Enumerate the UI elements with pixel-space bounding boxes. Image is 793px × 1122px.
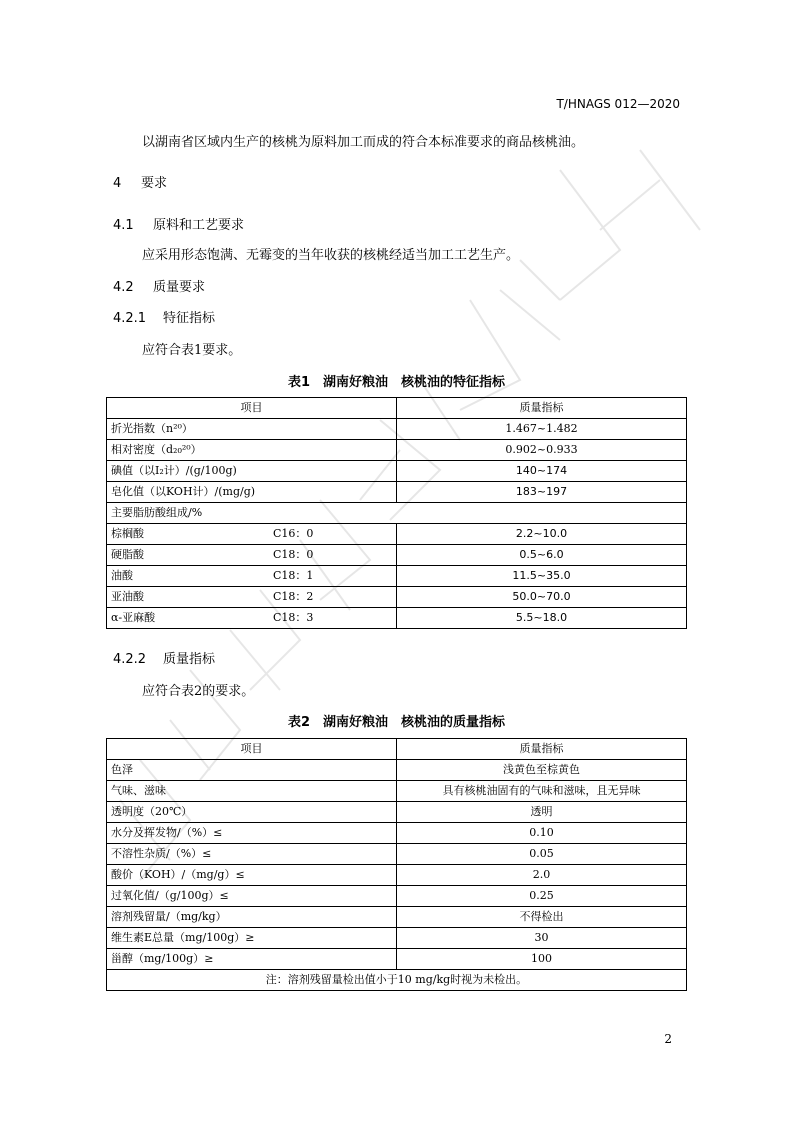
- row-item: 折光指数（n²⁰）: [107, 419, 397, 440]
- row-value: 100: [397, 949, 687, 970]
- section-number: 4.2.2: [113, 652, 147, 667]
- table-row: [107, 865, 687, 886]
- section-4-2-2-text: 应符合表2的要求。: [142, 684, 255, 699]
- fatty-acid-name: 硬脂酸: [111, 548, 144, 561]
- table-row: [107, 886, 687, 907]
- table-row: [107, 608, 687, 629]
- row-item: 色泽: [107, 760, 397, 781]
- row-item: [107, 566, 397, 587]
- section-title: 原料和工艺要求: [153, 218, 245, 233]
- table-row: [107, 760, 687, 781]
- intro-paragraph: 以湖南省区域内生产的核桃为原料加工而成的符合本标准要求的商品核桃油。: [142, 135, 585, 150]
- section-4-2-1-heading: [113, 307, 215, 326]
- table-row: [107, 566, 687, 587]
- row-item: [107, 524, 397, 545]
- table-row: [107, 802, 687, 823]
- row-item: [107, 587, 397, 608]
- table-row: [107, 440, 687, 461]
- row-item: 皂化值（以KOH计）/(mg/g): [107, 482, 397, 503]
- row-item: 相对密度（d₂₀²⁰）: [107, 440, 397, 461]
- row-item: 甾醇（mg/100g）≥: [107, 949, 397, 970]
- row-value: 30: [397, 928, 687, 949]
- section-4-1-heading: [113, 214, 244, 233]
- table-row: [107, 587, 687, 608]
- table2-caption: 表2 湖南好粮油 核桃油的质量指标: [287, 715, 506, 730]
- row-value: 0.10: [397, 823, 687, 844]
- table2: [106, 738, 687, 991]
- section-4-2-2-heading: [113, 648, 215, 667]
- row-item: 不溶性杂质/（%）≤: [107, 844, 397, 865]
- table-header-row: [107, 739, 687, 760]
- row-item: 水分及挥发物/（%）≤: [107, 823, 397, 844]
- row-value: 183~197: [397, 482, 687, 503]
- page-number: 2: [664, 1032, 672, 1046]
- table1: [106, 397, 687, 629]
- row-item: 溶剂残留量/（mg/kg）: [107, 907, 397, 928]
- section-number: 4.2: [113, 280, 134, 295]
- section-number: 4: [113, 176, 122, 191]
- fatty-acid-code: C16：0: [273, 527, 314, 540]
- table1-caption: 表1 湖南好粮油 核桃油的特征指标: [287, 375, 506, 390]
- row-value: 具有核桃油固有的气味和滋味，且无异味: [397, 781, 687, 802]
- header-item: 项目: [107, 398, 397, 419]
- table-header-row: [107, 398, 687, 419]
- fatty-acid-name: 油酸: [111, 569, 133, 582]
- section-4-1-text: 应采用形态饱满、无霉变的当年收获的核桃经适当加工工艺生产。: [142, 248, 520, 263]
- section-4-2-1-text: 应符合表1要求。: [142, 343, 242, 358]
- table-row: [107, 781, 687, 802]
- fatty-acid-code: C18：2: [273, 590, 314, 603]
- row-item: 碘值（以I₂计）/(g/100g): [107, 461, 397, 482]
- row-value: 2.0: [397, 865, 687, 886]
- row-value: 2.2~10.0: [397, 524, 687, 545]
- fatty-acid-name: 亚油酸: [111, 590, 144, 603]
- header-value: 质量指标: [397, 398, 687, 419]
- row-item: [107, 545, 397, 566]
- table-row: [107, 419, 687, 440]
- section-number: 4.2.1: [113, 311, 147, 326]
- row-value: 11.5~35.0: [397, 566, 687, 587]
- section-title: 质量指标: [163, 652, 216, 667]
- row-value: 50.0~70.0: [397, 587, 687, 608]
- table-row: [107, 949, 687, 970]
- row-value: 0.25: [397, 886, 687, 907]
- row-value: 不得检出: [397, 907, 687, 928]
- table-row: [107, 461, 687, 482]
- row-item: 酸价（KOH）/（mg/g）≤: [107, 865, 397, 886]
- row-value: 透明: [397, 802, 687, 823]
- fatty-acid-code: C18：0: [273, 548, 314, 561]
- fatty-acid-group-label: 主要脂肪酸组成/%: [107, 503, 687, 524]
- table-row: [107, 524, 687, 545]
- fatty-acid-name: α-亚麻酸: [111, 611, 156, 624]
- row-value: 0.902~0.933: [397, 440, 687, 461]
- section-title: 特征指标: [163, 311, 216, 326]
- table-row: [107, 823, 687, 844]
- row-value: 5.5~18.0: [397, 608, 687, 629]
- row-value: 140~174: [397, 461, 687, 482]
- header-value: 质量指标: [397, 739, 687, 760]
- section-4-2-heading: [113, 276, 205, 295]
- table-row: [107, 844, 687, 865]
- row-item: 气味、滋味: [107, 781, 397, 802]
- row-value: 0.05: [397, 844, 687, 865]
- row-item: 透明度（20℃）: [107, 802, 397, 823]
- row-value: 1.467~1.482: [397, 419, 687, 440]
- fatty-acid-code: C18：3: [273, 611, 314, 624]
- table-group-row: [107, 503, 687, 524]
- table-row: [107, 907, 687, 928]
- table-row: [107, 928, 687, 949]
- section-title: 要求: [141, 176, 168, 191]
- section-number: 4.1: [113, 218, 134, 233]
- table-note: 注：溶剂残留量检出值小于10 mg/kg时视为未检出。: [107, 970, 687, 991]
- table-row: [107, 545, 687, 566]
- header-item: 项目: [107, 739, 397, 760]
- row-value: 0.5~6.0: [397, 545, 687, 566]
- row-item: 维生素E总量（mg/100g）≥: [107, 928, 397, 949]
- fatty-acid-name: 棕榈酸: [111, 527, 144, 540]
- document-number: T/HNAGS 012—2020: [556, 97, 680, 111]
- section-4-heading: [113, 172, 167, 191]
- row-item: 过氧化值/（g/100g）≤: [107, 886, 397, 907]
- table-note-row: [107, 970, 687, 991]
- table-row: [107, 482, 687, 503]
- section-title: 质量要求: [153, 280, 206, 295]
- fatty-acid-code: C18：1: [273, 569, 314, 582]
- row-value: 浅黄色至棕黄色: [397, 760, 687, 781]
- row-item: [107, 608, 397, 629]
